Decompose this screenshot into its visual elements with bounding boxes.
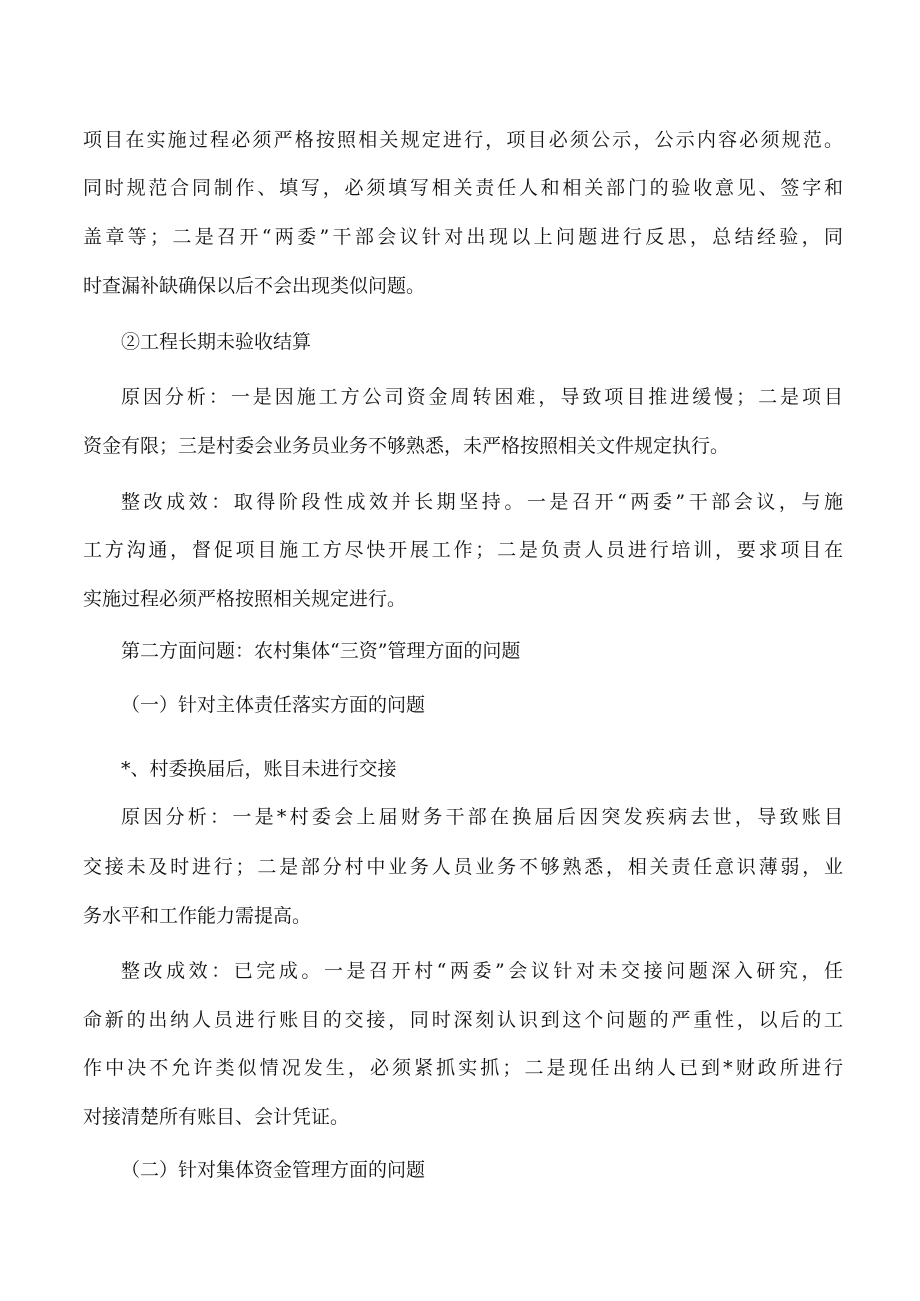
- paragraph-line: 同时规范合同制作、填写，必须填写相关责任人和相关部门的验收意见、签字和: [83, 177, 843, 199]
- paragraph-line: 实施过程必须严格按照相关规定进行。: [83, 588, 407, 610]
- paragraph-line: 命新的出纳人员进行账目的交接，同时深刻认识到这个问题的严重性，以后的工: [83, 1009, 843, 1031]
- paragraph-line: 盖章等；二是召开“两委”干部会议针对出现以上问题进行反思，总结经验，同: [83, 226, 843, 248]
- paragraph-line: 整改成效：取得阶段性成效并长期坚持。一是召开“两委”干部会议，与施: [121, 491, 843, 513]
- item-heading: *、村委换届后，账目未进行交接: [121, 758, 397, 780]
- paragraph-line: 务水平和工作能力需提高。: [83, 905, 312, 927]
- paragraph-line: 时查漏补缺确保以后不会出现类似问题。: [83, 275, 426, 297]
- paragraph-line: 对接清楚所有账目、会计凭证。: [83, 1106, 350, 1128]
- section-subheading: ②工程长期未验收结算: [121, 331, 312, 353]
- paragraph-line: 作中决不允许类似情况发生，必须紧抓实抓；二是现任出纳人已到*财政所进行: [83, 1057, 843, 1079]
- paragraph-line: 项目在实施过程必须严格按照相关规定进行，项目必须公示，公示内容必须规范。: [83, 129, 843, 151]
- subsection-heading: （二）针对集体资金管理方面的问题: [121, 1159, 426, 1181]
- paragraph-line: 工方沟通，督促项目施工方尽快开展工作；二是负责人员进行培训，要求项目在: [83, 539, 843, 561]
- paragraph-line: 交接未及时进行；二是部分村中业务人员业务不够熟悉，相关责任意识薄弱，业: [83, 856, 843, 878]
- paragraph-line: 原因分析：一是因施工方公司资金周转困难，导致项目推进缓慢；二是项目: [121, 386, 843, 408]
- paragraph-line: 整改成效：已完成。一是召开村“两委”会议针对未交接问题深入研究，任: [121, 960, 843, 982]
- subsection-heading: （一）针对主体责任落实方面的问题: [121, 694, 426, 716]
- paragraph-line: 资金有限；三是村委会业务员业务不够熟悉，未严格按照相关文件规定执行。: [83, 435, 730, 457]
- section-heading: 第二方面问题：农村集体“三资”管理方面的问题: [121, 640, 521, 662]
- paragraph-line: 原因分析：一是*村委会上届财务干部在换届后因突发疾病去世，导致账目: [121, 806, 843, 828]
